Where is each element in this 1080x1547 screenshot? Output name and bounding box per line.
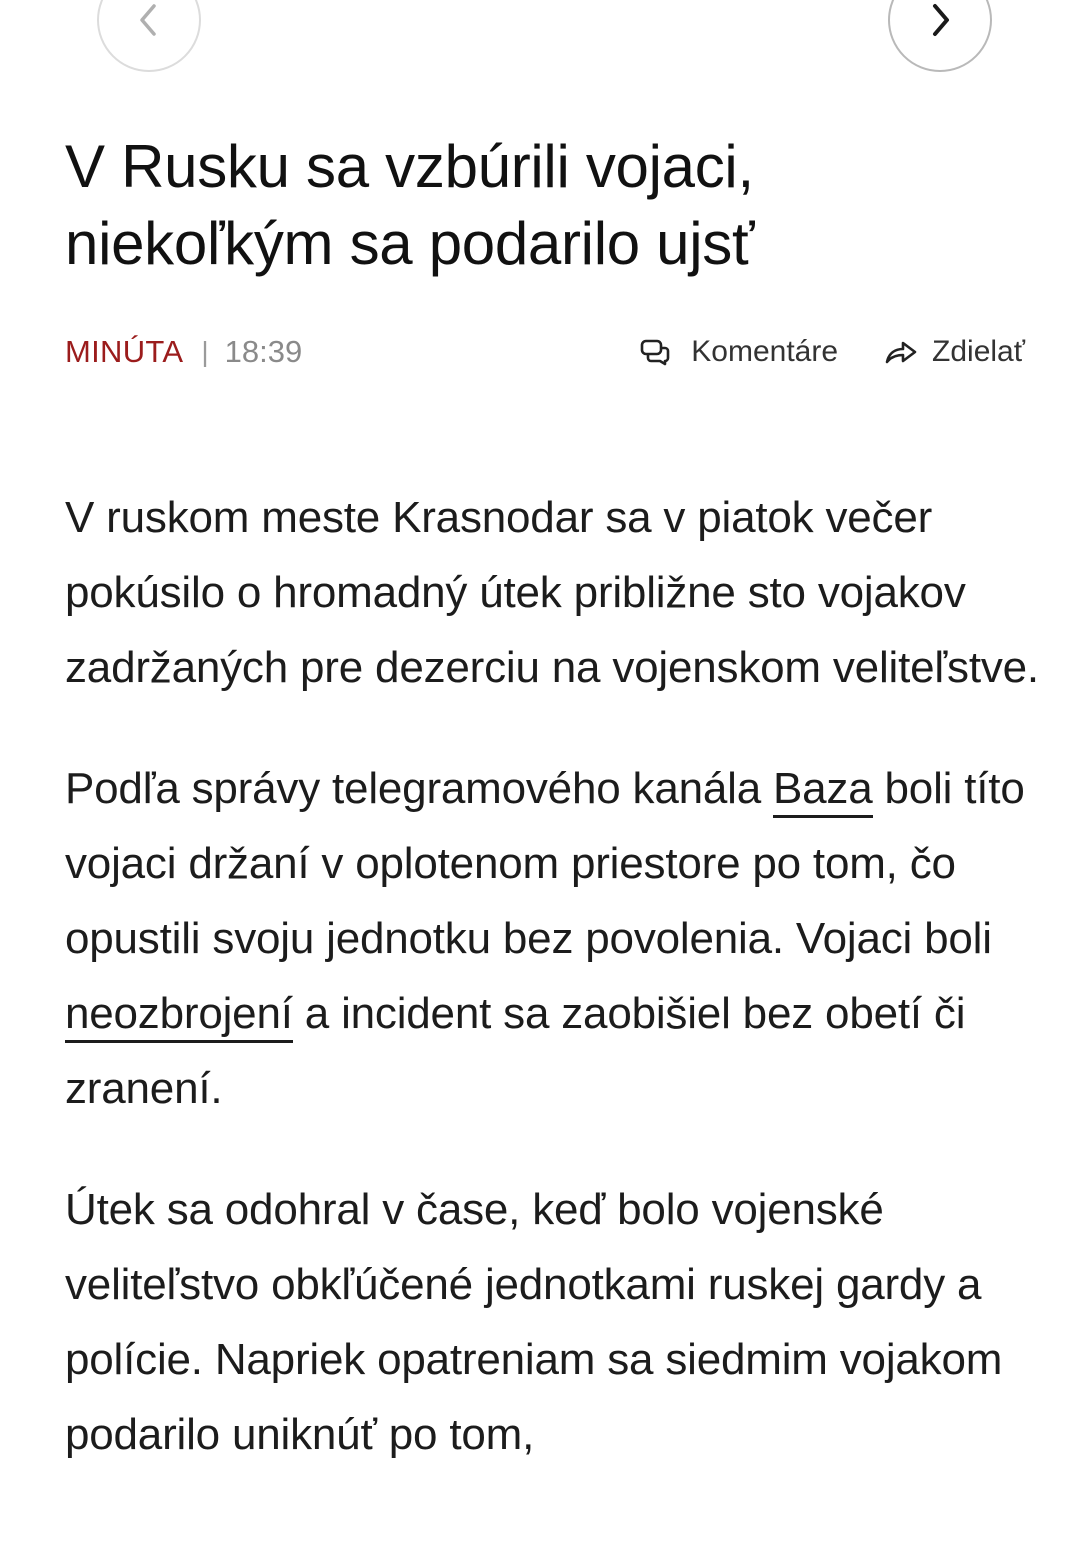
article-actions <box>639 335 1025 369</box>
next-article-button[interactable] <box>888 0 992 72</box>
category-label[interactable]: MINÚTA <box>65 334 184 369</box>
paragraph-text: boli títo vojaci držaní v oplotenom priestore po tom, čo opustili svoju jednotku bez povolenia. Vojaci boli <box>65 764 1025 963</box>
paragraph <box>65 751 1040 1126</box>
previous-article-button[interactable] <box>97 0 201 72</box>
share-button[interactable] <box>884 335 1025 369</box>
chevron-right-icon <box>925 0 955 40</box>
comments-icon <box>639 338 671 366</box>
chevron-left-icon <box>134 0 164 40</box>
comments-button[interactable] <box>639 335 838 369</box>
paragraph-text: a incident sa zaobišiel bez obetí či zranení. <box>65 989 966 1113</box>
article-title: V Rusku sa vzbúrili vojaci, niekoľkým sa podarilo ujsť <box>65 133 755 277</box>
article-meta <box>65 330 1025 374</box>
article-body <box>65 480 1040 1518</box>
baza-link[interactable]: Baza <box>773 764 873 818</box>
paragraph-text: Podľa správy telegramového kanála <box>65 764 774 813</box>
share-icon <box>884 338 918 366</box>
share-label: Zdielať <box>932 335 1025 368</box>
neozbrojeni-link[interactable]: neozbrojení <box>65 989 293 1043</box>
publish-time: 18:39 <box>224 334 303 369</box>
paragraph: V ruskom meste Krasnodar sa v piatok večer pokúsilo o hromadný útek približne sto vojakov zadržaných pre dezerciu na vojenskom veliteľstve. <box>65 493 1039 692</box>
paragraph: Útek sa odohral v čase, keď bolo vojenské veliteľstvo obkľúčené jednotkami ruskej gardy a polície. Napriek opatreniam sa siedmim vojakom podarilo uniknúť po tom, <box>65 1185 1003 1459</box>
comments-label: Komentáre <box>691 335 839 368</box>
meta-separator: | <box>201 336 209 367</box>
